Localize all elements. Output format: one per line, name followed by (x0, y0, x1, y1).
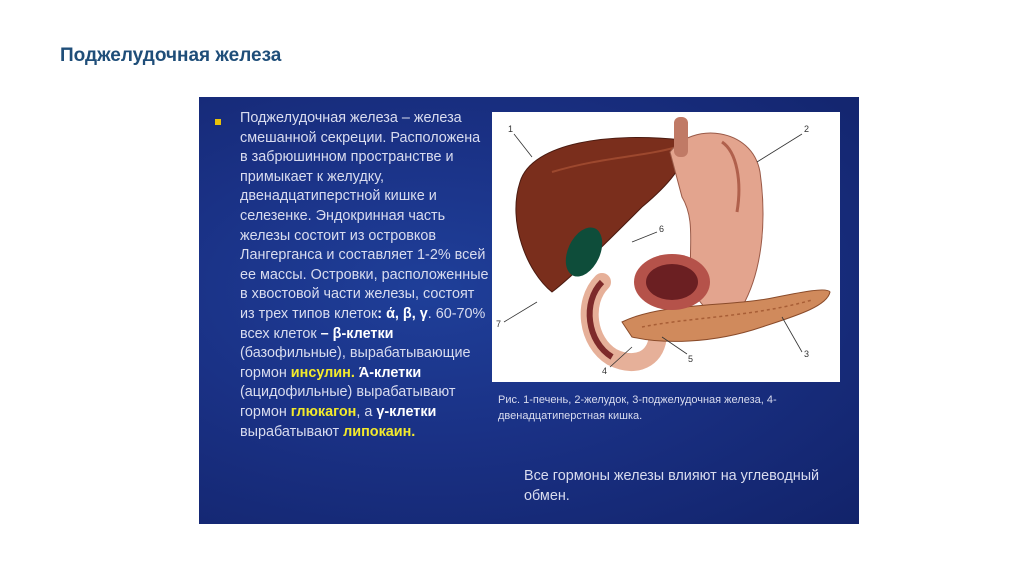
text-run: вырабатывают (240, 423, 344, 440)
figure-label: 2 (804, 124, 810, 134)
text-run: (ацидофильные) вырабатывают гормон (240, 384, 456, 420)
figure-label: 1 (508, 124, 514, 134)
text-run-emphasis: Ά-клетки (358, 364, 422, 381)
content-panel (199, 97, 859, 524)
slide-title: Поджелудочная железа (60, 45, 282, 66)
bullet-marker (215, 119, 221, 125)
text-run-emphasis: γ-клетки (376, 403, 437, 420)
text-run: Поджелудочная железа – железа смешанной секреции. Расположена в забрюшинном пространстве и примыкает к желудку, двенадцатиперстной кишке и селезенке. Эндокринная часть железы состоит из островков Лангерганса и составляет 1-2% всей ее массы. Островки, расположенные в хвостовой части железы, состоят из трех типов клеток (240, 110, 489, 322)
text-run-emphasis: : ά, β, γ (377, 305, 428, 322)
text-run-emphasis: – β-клетки (320, 325, 394, 342)
anatomy-figure (492, 112, 840, 382)
body-text (240, 109, 490, 442)
figure-label: 3 (804, 349, 810, 359)
text-run-highlight: глюкагон (290, 403, 357, 420)
figure-label: 6 (659, 224, 665, 234)
text-run: , а (356, 403, 377, 420)
figure-label: 5 (688, 354, 694, 364)
text-run-highlight: инсулин. (290, 364, 355, 381)
figure-label: 7 (496, 319, 502, 329)
text-run: (базофильные), вырабатывающие гормон (240, 345, 471, 381)
figure-caption: Рис. 1-печень, 2-желудок, 3-поджелудочная железа, 4-двенадцатиперстная кишка. (498, 394, 777, 422)
anatomy-illustration (492, 112, 840, 382)
conclusion-text: Все гормоны железы влияют на углеводный обмен. (524, 468, 820, 504)
text-run-highlight: липокаин. (343, 423, 416, 440)
text-run: . 60-70% всех клеток (240, 305, 486, 342)
figure-label: 4 (602, 366, 608, 376)
